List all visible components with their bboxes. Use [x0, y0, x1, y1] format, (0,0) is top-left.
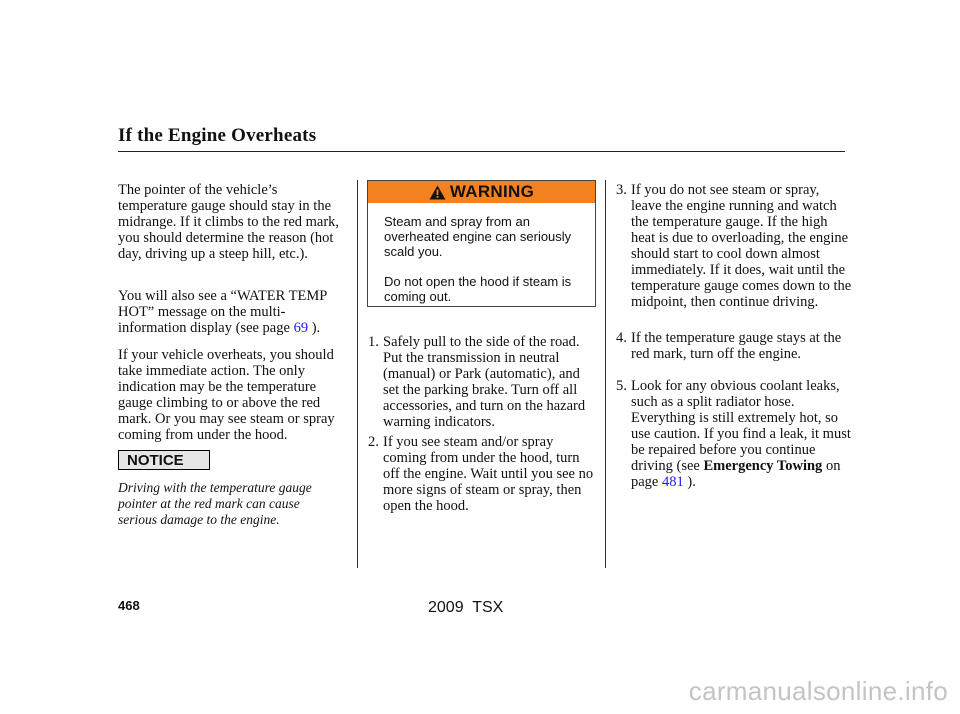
emergency-towing-ref: Emergency Towing [703, 458, 823, 474]
overheat-paragraph: If your vehicle overheats, you should take immediate action. The only indication may be the temperature gauge climbing to or above the red mark. Or you may see steam or spray coming from under the hood. [118, 347, 335, 443]
title-rule [118, 151, 845, 152]
page-number: 468 [118, 598, 140, 613]
warning-box [367, 180, 596, 307]
water-temp-end: ). [311, 320, 321, 336]
water-temp-paragraph [118, 288, 348, 336]
step-text: Safely pull to the side of the road. Put the transmission in neutral (manual) or Park (automatic), and set the parking brake. Turn off all accessories, and turn on the hazard warning indicators. [383, 334, 586, 430]
step-number: 5. [616, 378, 627, 394]
watermark: carmanualsonline.info [688, 676, 948, 706]
step-5-text: Look for any obvious coolant leaks, such as a split radiator hose. Everything is still extremely hot, so use caution. If you find a leak, it must be repaired before you continue driving (see [631, 378, 851, 474]
notice-text: Driving with the temperature gauge pointer at the red mark can cause serious damage to the engine. [118, 480, 312, 527]
step-text [631, 378, 852, 490]
column-divider-2 [605, 180, 606, 568]
step-5-end: ). [687, 474, 696, 490]
warning-line-1: Steam and spray from an overheated engine can seriously scald you. [384, 214, 572, 259]
page-481-link[interactable]: 481 [662, 474, 684, 490]
warning-line-2: Do not open the hood if steam is coming out. [384, 274, 572, 304]
step-text: If you do not see steam or spray, leave the engine running and watch the temperature gauge. If the high heat is due to overloading, the engine should start to cool down almost immediately. If it does, wait until the temperature gauge comes down to the midpoint, then continue driving. [631, 182, 852, 310]
notice-badge: NOTICE [118, 450, 210, 470]
column-divider-1 [357, 180, 358, 568]
page-69-link[interactable]: 69 [293, 320, 309, 336]
step-number: 2. [368, 434, 379, 450]
step-text: If you see steam and/or spray coming from under the hood, turn off the engine. Wait until you see no more signs of steam or spray, then open the hood. [383, 434, 594, 514]
warning-header [368, 181, 595, 203]
warning-triangle-icon [429, 185, 446, 200]
on-page-text: on page [631, 458, 841, 490]
step-number: 4. [616, 330, 627, 346]
step-number: 3. [616, 182, 627, 198]
water-temp-text: You will also see a “WATER TEMP HOT” message on the multi-information display (see page [118, 288, 327, 336]
warning-label: WARNING [449, 182, 535, 201]
step-text: If the temperature gauge stays at the red mark, turn off the engine. [631, 330, 842, 362]
model-label: 2009 TSX [428, 599, 504, 616]
intro-paragraph: The pointer of the vehicle’s temperature gauge should stay in the midrange. If it climbs to the red mark, you should determine the reason (hot day, driving up a steep hill, etc.). [118, 182, 340, 262]
step-number: 1. [368, 334, 379, 350]
warning-body [384, 214, 589, 319]
page-title: If the Engine Overheats [118, 125, 317, 146]
